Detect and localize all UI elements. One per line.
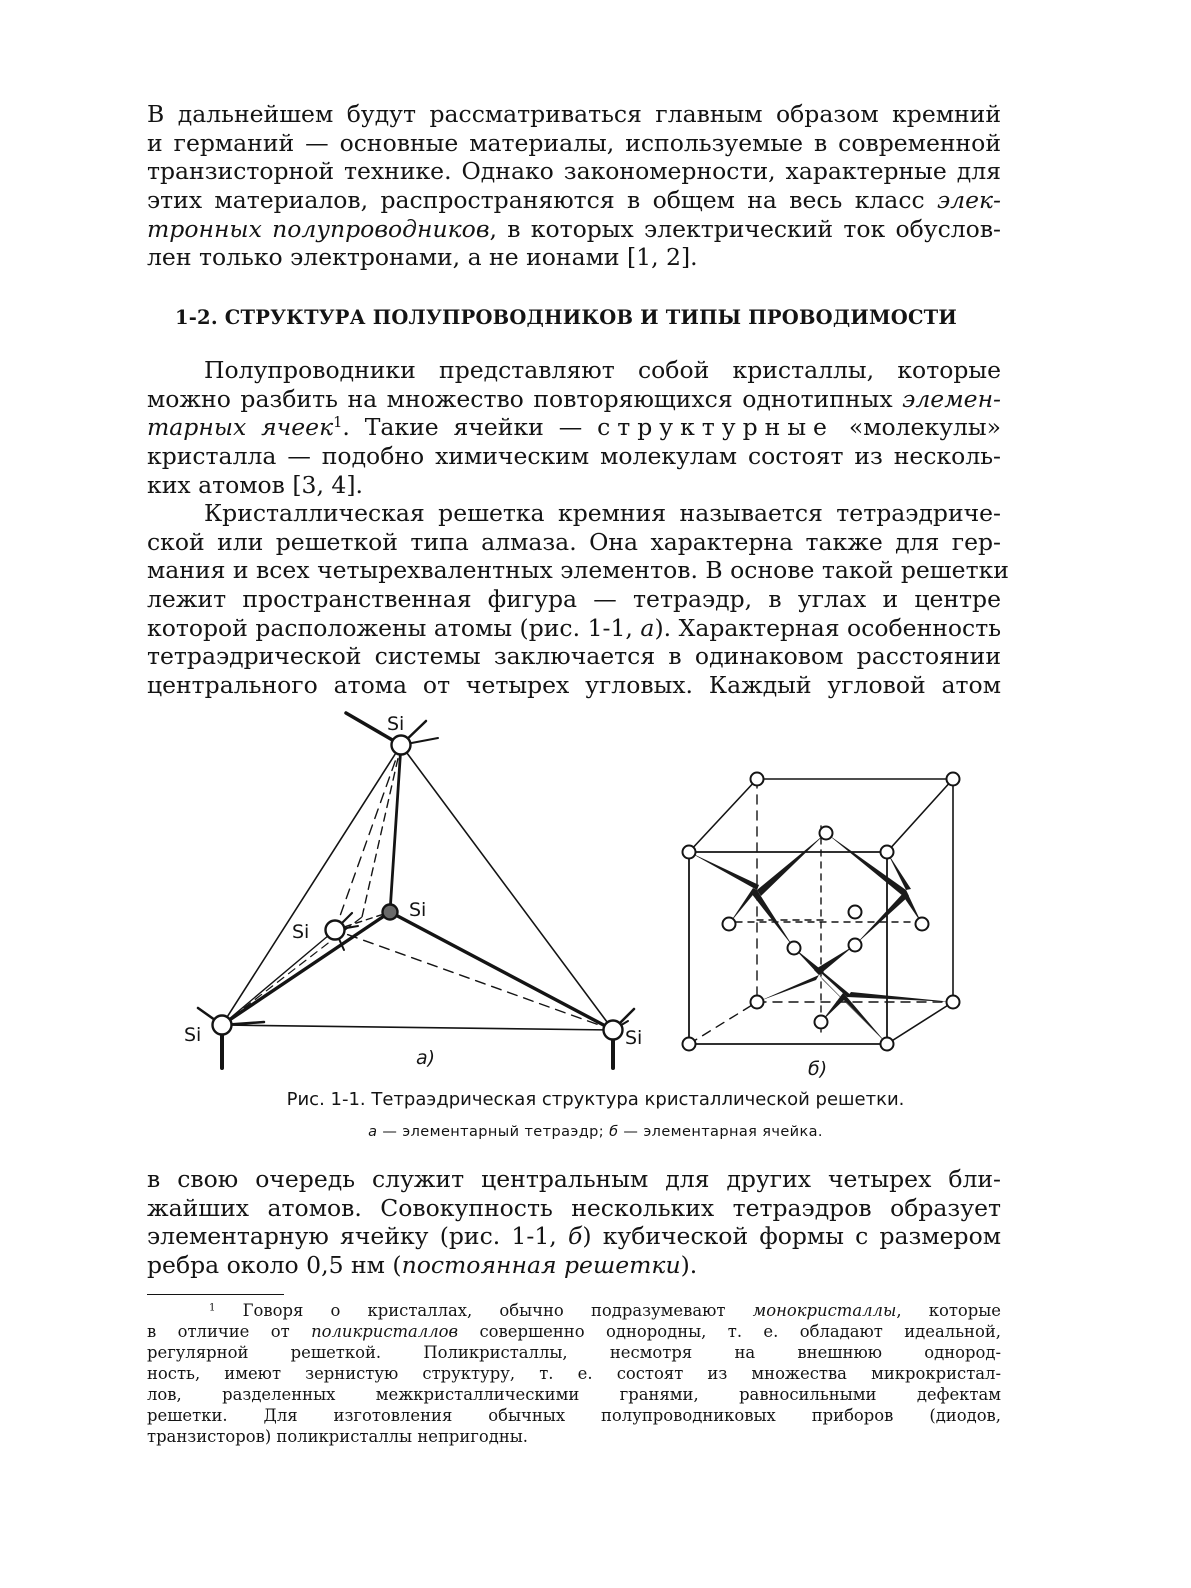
text-line: ской или решеткой типа алмаза. Она характерна также для гер-	[147, 527, 1001, 556]
footnote-mark: 1	[209, 1302, 216, 1314]
text-line	[147, 614, 1001, 643]
spaced-word: структурные	[597, 413, 834, 442]
footnote-line	[147, 1321, 1001, 1342]
text-line: и германий — основные материалы, используемые в современной	[147, 128, 1001, 157]
footnote	[147, 1300, 1001, 1447]
text-run: ).	[680, 1251, 698, 1280]
paragraph-cells	[147, 356, 1001, 499]
caption-text: — элементарный тетраэдр;	[377, 1124, 610, 1140]
figure-tetrahedral-structure	[176, 706, 996, 1086]
text-run: . Такие ячейки —	[342, 413, 598, 442]
text-run: ребра около 0,5 нм (	[147, 1251, 402, 1280]
italic-term: монокристаллы	[752, 1301, 897, 1320]
panel-label-b: б)	[808, 1058, 828, 1080]
italic-term: элек-	[936, 186, 1001, 215]
footnote-reference[interactable]: 1	[333, 414, 343, 432]
text-line	[147, 413, 1001, 442]
footnote-line: лов, разделенных межкристаллическими гранями, равносильными дефектам	[147, 1385, 1001, 1404]
text-run: которой расположены атомы (рис. 1-1,	[147, 613, 641, 642]
footnote-line: регулярной решеткой. Поликристаллы, несмотря на внешнюю однород-	[147, 1343, 1001, 1362]
footnote-line: транзисторов) поликристаллы непригодны.	[147, 1427, 529, 1446]
text-run: , которые	[896, 1301, 1001, 1320]
caption-letter: б	[609, 1124, 619, 1140]
text-run: Говоря о кристаллах, обычно подразумевают	[215, 1301, 753, 1320]
text-line: мания и всех четырехвалентных элементов. В основе такой решетки	[147, 556, 1009, 585]
panel-label-a: а)	[416, 1047, 436, 1069]
italic-term: тарных ячеек	[147, 413, 334, 442]
atom-left	[213, 1016, 232, 1035]
italic-term: постоянная решетки	[401, 1251, 681, 1280]
text-line: В дальнейшем будут рассматриваться главным образом кремний	[147, 100, 1001, 128]
italic-term: элемен-	[902, 384, 1001, 413]
italic-term: тронных полупроводников	[147, 214, 490, 243]
label-si-center: Si	[409, 899, 427, 921]
label-si-left: Si	[184, 1024, 202, 1046]
text-line	[147, 215, 1001, 244]
footnote-divider	[147, 1294, 284, 1295]
text-line: лежит пространственная фигура — тетраэдр, в углах и центре	[147, 585, 1001, 614]
text-run: в отличие от	[147, 1322, 312, 1341]
text-line	[147, 385, 1001, 414]
text-line: транзисторной технике. Однако закономерности, характерные для	[147, 157, 1001, 186]
footnote-line	[147, 1300, 1001, 1321]
text-line: в свою очередь служит центральным для других четырех бли-	[147, 1165, 1001, 1193]
atom-center	[383, 905, 398, 920]
text-run: можно разбить на множество повторяющихся однотипных	[147, 384, 903, 413]
atom-back	[326, 921, 345, 940]
text-run: , в которых электрический ток обуслов-	[489, 214, 1001, 243]
text-line: Кристаллическая решетка кремния называется тетраэдриче-	[204, 499, 1001, 527]
text-run: ) кубической формы с размером	[582, 1222, 1002, 1251]
atom-right	[604, 1021, 623, 1040]
paragraph-lattice	[147, 499, 1009, 700]
text-line	[147, 1222, 1001, 1251]
text-line: жайших атомов. Совокупность нескольких тетраэдров образует	[147, 1193, 1001, 1222]
caption-text: — элементарная ячейка.	[618, 1124, 823, 1140]
unit-cell-diagram	[683, 773, 960, 1051]
text-line: тетраэдрической системы заключается в одинаковом расстоянии	[147, 642, 1001, 671]
tetrahedron-diagram	[198, 713, 634, 1068]
figure-drawing	[176, 706, 996, 1086]
italic-term: поликристаллов	[311, 1322, 459, 1341]
label-si-top: Si	[387, 713, 405, 735]
text-run: совершенно однородны, т. е. обладают идеальной,	[458, 1322, 1001, 1341]
label-si-right: Si	[625, 1027, 643, 1049]
caption-letter: а	[368, 1124, 378, 1140]
paragraph-intro	[147, 100, 1001, 272]
text-line: лен только электронами, а не ионами [1, 2].	[147, 243, 698, 272]
text-run: ). Характерная особенность	[654, 613, 1001, 642]
label-si-back: Si	[292, 921, 310, 943]
section-heading: 1-2. СТРУКТУРА ПОЛУПРОВОДНИКОВ И ТИПЫ ПРОВОДИМОСТИ	[175, 306, 958, 329]
figure-caption-title: Рис. 1-1. Тетраэдрическая структура кристаллической решетки.	[286, 1089, 905, 1110]
paragraph-unit-cell	[147, 1165, 1001, 1280]
text-line	[147, 1251, 1001, 1280]
footnote-line: решетки. Для изготовления обычных полупроводниковых приборов (диодов,	[147, 1406, 1001, 1425]
text-run: элементарную ячейку (рис. 1-1,	[147, 1222, 568, 1251]
italic-letter: б	[567, 1222, 583, 1251]
italic-letter: а	[640, 613, 655, 642]
text-run: «молекулы»	[833, 413, 1001, 442]
text-line: центрального атома от четырех угловых. Каждый угловой атом	[147, 671, 1001, 700]
footnote-line: ность, имеют зернистую структуру, т. е. состоят из множества микрокристал-	[147, 1364, 1001, 1383]
atom-top	[392, 736, 411, 755]
figure-caption-legend	[0, 1124, 1191, 1140]
text-line: ких атомов [3, 4].	[147, 470, 364, 499]
text-line	[147, 186, 1001, 215]
text-run: этих материалов, распространяются в общем на весь класс	[147, 186, 937, 215]
text-line: кристалла — подобно химическим молекулам состоят из несколь-	[147, 442, 1001, 471]
text-line: Полупроводники представляют собой кристаллы, которые	[204, 356, 1001, 384]
